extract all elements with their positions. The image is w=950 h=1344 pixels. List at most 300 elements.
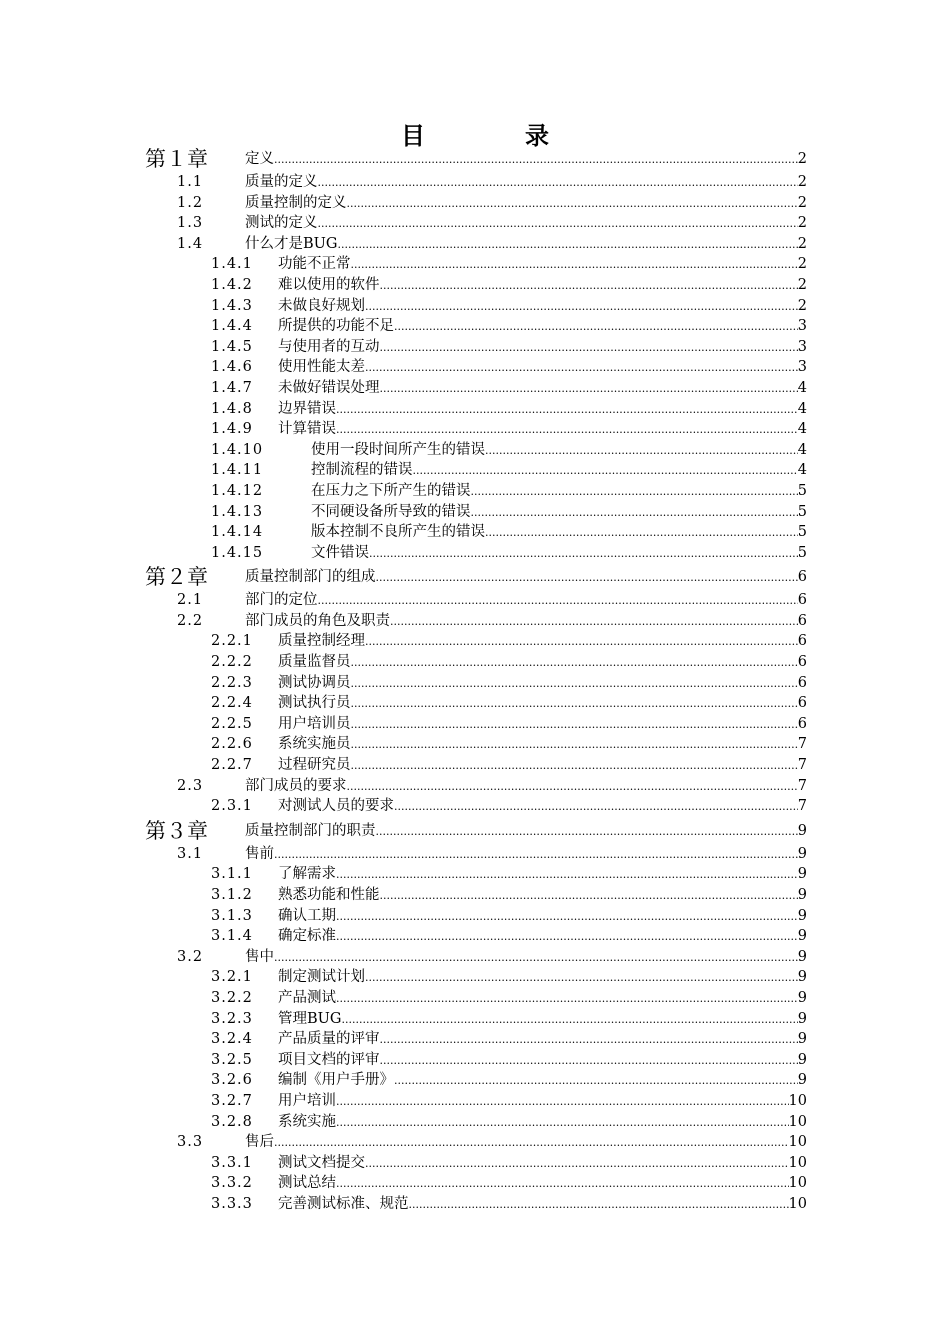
toc-entry-title: 确认工期 [278, 907, 336, 924]
toc-entry-title: 计算错误 [278, 421, 336, 438]
toc-entry-page: 9 [797, 928, 807, 945]
toc-entry-page: 9 [797, 948, 807, 965]
toc-dot-leader [394, 1071, 798, 1092]
toc-entry[interactable] [0, 1153, 950, 1174]
toc-entry-line [245, 193, 807, 215]
toc-entry-title: 用户培训员 [278, 715, 351, 732]
toc-dot-leader [347, 777, 798, 798]
toc-entry[interactable] [0, 1050, 950, 1071]
toc-dot-leader [471, 503, 798, 524]
toc-dot-leader [380, 1030, 798, 1051]
toc-entry-number: 3.1.3 [211, 907, 253, 924]
toc-entry-title: 用户培训 [278, 1092, 336, 1109]
toc-dot-leader [365, 632, 798, 653]
toc-entry-page: 7 [797, 798, 807, 815]
toc-entry-number: 2.2.6 [211, 736, 253, 753]
toc-entry[interactable] [0, 652, 950, 673]
toc-entry-title: 边界错误 [278, 400, 336, 417]
toc-entry-page: 2 [797, 194, 807, 211]
toc-dot-leader [471, 482, 798, 503]
toc-entry-number: 3.1.2 [211, 887, 253, 903]
toc-dot-leader [351, 694, 798, 715]
toc-entry-number: 3.2.2 [211, 989, 253, 1006]
toc-chapter-entry[interactable] [0, 818, 950, 844]
toc-entry-number: 3.2.7 [211, 1092, 253, 1109]
toc-entry-page: 6 [797, 654, 807, 671]
toc-dot-leader [394, 797, 798, 818]
toc-entry-line [311, 460, 807, 482]
toc-entry-page: 9 [797, 845, 807, 862]
toc-entry-line [245, 776, 807, 798]
toc-dot-leader [336, 865, 798, 886]
toc-entry-page: 2 [797, 174, 807, 190]
toc-entry-line [278, 1153, 807, 1175]
toc-entry-number: 2.2.7 [211, 757, 253, 774]
toc-entry-title: 所提供的功能不足 [278, 318, 394, 335]
toc-entry-page: 7 [797, 736, 807, 753]
toc-entry-line [278, 296, 807, 318]
toc-entry[interactable] [0, 522, 950, 543]
toc-entry-page: 2 [797, 235, 807, 252]
toc-dot-leader [336, 927, 798, 948]
toc-entry-line [278, 926, 807, 948]
toc-entry[interactable] [0, 460, 950, 481]
toc-entry-number: 1.4.3 [211, 297, 253, 314]
toc-entry-page: 10 [788, 1195, 807, 1212]
toc-entry[interactable] [0, 296, 950, 317]
toc-dot-leader [274, 1133, 789, 1154]
toc-dot-leader [365, 297, 798, 318]
toc-dot-leader [376, 819, 798, 845]
toc-entry-number: 1.4.12 [211, 482, 264, 499]
toc-entry-title: 未做好错误处理 [278, 379, 380, 396]
toc-entry-line [278, 673, 807, 695]
toc-dot-leader [337, 235, 797, 256]
toc-dot-leader [390, 612, 798, 633]
toc-entry[interactable] [0, 673, 950, 694]
toc-entry-line [278, 631, 807, 653]
toc-entry-number: 1.3 [177, 215, 204, 232]
toc-dot-leader [351, 674, 798, 695]
toc-entry-page: 2 [797, 297, 807, 314]
toc-entry-line [311, 440, 807, 462]
toc-entry-number: 1.4.8 [211, 400, 253, 417]
toc-entry[interactable] [0, 234, 950, 255]
toc-entry-line [245, 844, 807, 866]
toc-entry[interactable] [0, 399, 950, 420]
toc-dot-leader [365, 1154, 789, 1175]
toc-entry-title: 产品质量的评审 [278, 1031, 380, 1048]
toc-entry-page: 6 [797, 592, 807, 609]
toc-entry-title: 质量控制的定义 [245, 194, 347, 211]
toc-entry[interactable] [0, 440, 950, 461]
toc-entry-title: 售中 [245, 948, 274, 965]
toc-entry-number: 3.1.4 [211, 928, 253, 945]
toc-entry-number: 1.4.6 [211, 359, 253, 376]
toc-entry-page: 4 [797, 400, 807, 417]
toc-entry-page: 6 [797, 612, 807, 629]
toc-entry-line [278, 864, 807, 886]
toc-entry-page: 5 [797, 524, 807, 541]
toc-entry-page: 9 [797, 1031, 807, 1048]
toc-entry-number: 1.4.4 [211, 318, 253, 335]
toc-entry[interactable] [0, 988, 950, 1009]
toc-entry-title: 不同硬设备所导致的错误 [311, 503, 471, 520]
toc-chapter-entry[interactable] [0, 564, 950, 590]
toc-entry-page: 9 [797, 822, 807, 839]
toc-entry-number: 第３章 [145, 818, 208, 843]
toc-entry[interactable] [0, 611, 950, 632]
toc-dot-leader [336, 400, 798, 421]
toc-entry[interactable] [0, 1070, 950, 1091]
toc-entry-title: 完善测试标准、规范 [278, 1195, 409, 1212]
toc-entry[interactable] [0, 734, 950, 755]
toc-entry[interactable] [0, 885, 950, 906]
toc-entry-number: 3.2.8 [211, 1113, 253, 1130]
toc-dot-leader [365, 358, 798, 379]
toc-entry-line [278, 399, 807, 421]
toc-entry-title: 测试总结 [278, 1175, 336, 1192]
toc-entry-title: 定义 [245, 151, 274, 167]
toc-entry-line [278, 1112, 807, 1134]
toc-dot-leader [336, 1092, 789, 1113]
toc-entry-page: 9 [797, 989, 807, 1006]
toc-dot-leader [347, 194, 798, 215]
toc-dot-leader [485, 441, 798, 462]
toc-entry-page: 9 [797, 887, 807, 903]
toc-entry-line [278, 714, 807, 736]
toc-entry-page: 7 [797, 757, 807, 774]
toc-entry-number: 2.2.4 [211, 695, 253, 712]
toc-entry[interactable] [0, 796, 950, 817]
toc-entry-title: 版本控制不良所产生的错误 [311, 524, 485, 541]
toc-entry-title: 使用一段时间所产生的错误 [311, 441, 485, 458]
toc-entry[interactable] [0, 1029, 950, 1050]
toc-dot-leader [351, 735, 798, 756]
toc-entry[interactable] [0, 1112, 950, 1133]
toc-entry-line [278, 378, 807, 400]
toc-entry-line [311, 543, 807, 565]
toc-entry-number: 3.3.2 [211, 1175, 253, 1192]
toc-entry-line [278, 357, 807, 379]
toc-dot-leader [351, 653, 798, 674]
toc-entry-number: 1.4.10 [211, 441, 264, 458]
toc-entry-title: 管理BUG [278, 1010, 342, 1027]
toc-entry-number: 1.4.11 [211, 462, 264, 479]
toc-dot-leader [485, 523, 798, 544]
toc-dot-leader [336, 989, 798, 1010]
toc-entry-line [278, 734, 807, 756]
toc-entry-page: 3 [797, 338, 807, 355]
toc-entry[interactable] [0, 172, 950, 193]
toc-entry[interactable] [0, 755, 950, 776]
toc-title: 目 录 [401, 121, 587, 150]
toc-entry[interactable] [0, 481, 950, 502]
toc-dot-leader [318, 173, 798, 194]
toc-entry-page: 10 [788, 1134, 807, 1151]
toc-entry-title: 部门的定位 [245, 592, 318, 609]
toc-entry[interactable] [0, 337, 950, 358]
toc-entry-title: 系统实施员 [278, 736, 351, 753]
toc-entry[interactable] [0, 357, 950, 378]
toc-entry-number: 1.4.5 [211, 338, 253, 355]
toc-entry[interactable] [0, 1009, 950, 1030]
toc-entry[interactable] [0, 947, 950, 968]
toc-dot-leader [380, 276, 798, 297]
toc-dot-leader [336, 907, 798, 928]
toc-entry[interactable] [0, 1194, 950, 1215]
table-of-contents [0, 146, 950, 1215]
toc-entry-line [278, 1029, 807, 1051]
toc-entry-title: 熟悉功能和性能 [278, 887, 380, 903]
toc-entry[interactable] [0, 693, 950, 714]
toc-entry-title: 什么才是BUG [245, 235, 338, 252]
toc-entry-line [278, 967, 807, 989]
toc-entry-line [278, 1070, 807, 1092]
toc-entry-line [278, 755, 807, 777]
toc-entry-page: 10 [788, 1175, 807, 1192]
toc-dot-leader [274, 147, 798, 173]
toc-entry-page: 2 [797, 151, 807, 167]
toc-entry-title: 功能不正常 [278, 256, 351, 273]
toc-entry-line [278, 316, 807, 338]
toc-entry-page: 6 [797, 674, 807, 691]
toc-entry-number: 2.2.5 [211, 715, 253, 732]
toc-entry[interactable] [0, 844, 950, 865]
toc-entry-line [278, 1173, 807, 1195]
toc-dot-leader [380, 1051, 798, 1072]
toc-dot-leader [365, 968, 798, 989]
toc-entry-number: 3.3.1 [211, 1154, 253, 1171]
toc-entry-page: 6 [797, 695, 807, 712]
toc-dot-leader [394, 317, 798, 338]
toc-entry[interactable] [0, 193, 950, 214]
toc-entry-number: 1.4.9 [211, 421, 253, 438]
toc-entry-page: 2 [797, 256, 807, 273]
toc-entry-number: 2.3.1 [211, 798, 253, 815]
toc-entry-title: 售前 [245, 845, 274, 862]
toc-entry-line [278, 275, 807, 297]
toc-dot-leader [318, 591, 798, 612]
toc-entry[interactable] [0, 316, 950, 337]
toc-entry-title: 确定标准 [278, 928, 336, 945]
toc-entry[interactable] [0, 419, 950, 440]
toc-entry-title: 项目文档的评审 [278, 1051, 380, 1068]
toc-dot-leader [351, 756, 798, 777]
toc-entry-page: 6 [797, 715, 807, 732]
toc-entry[interactable] [0, 275, 950, 296]
toc-entry-line [278, 337, 807, 359]
toc-entry-number: 3.2.6 [211, 1072, 253, 1089]
toc-dot-leader [380, 338, 798, 359]
toc-entry-number: 2.2.3 [211, 674, 253, 691]
toc-entry-title: 未做良好规划 [278, 297, 365, 314]
toc-entry-page: 3 [797, 318, 807, 335]
toc-entry[interactable] [0, 1091, 950, 1112]
toc-entry-line [278, 1050, 807, 1072]
toc-entry-page: 10 [788, 1113, 807, 1130]
toc-entry-number: 1.1 [177, 174, 204, 190]
toc-entry-title: 在压力之下所产生的错误 [311, 482, 471, 499]
toc-entry[interactable] [0, 926, 950, 947]
toc-entry-number: 1.4.2 [211, 276, 253, 293]
toc-entry-number: 1.4.14 [211, 524, 264, 541]
toc-entry-number: 3.1 [177, 845, 204, 862]
toc-dot-leader [413, 461, 798, 482]
toc-entry-line [245, 818, 807, 845]
toc-entry-title: 售后 [245, 1134, 274, 1151]
toc-entry[interactable] [0, 714, 950, 735]
toc-entry-number: 3.1.1 [211, 866, 253, 883]
toc-entry-page: 6 [797, 633, 807, 650]
toc-entry-number: 第１章 [145, 147, 208, 171]
toc-dot-leader [351, 715, 798, 736]
toc-entry-page: 3 [797, 359, 807, 376]
toc-entry[interactable] [0, 590, 950, 611]
toc-entry[interactable] [0, 502, 950, 523]
toc-entry-page: 9 [797, 1010, 807, 1027]
toc-dot-leader [409, 1195, 789, 1216]
toc-dot-leader [274, 948, 798, 969]
toc-entry-page: 9 [797, 907, 807, 924]
toc-entry-title: 测试的定义 [245, 215, 318, 232]
toc-entry-number: 3.2.1 [211, 969, 253, 986]
toc-entry-number: 1.4.15 [211, 544, 264, 561]
toc-entry-number: 3.3 [177, 1134, 204, 1151]
toc-entry-line [311, 522, 807, 544]
toc-entry-number: 3.2.5 [211, 1051, 253, 1068]
toc-entry-title: 与使用者的互动 [278, 338, 380, 355]
toc-entry-title: 质量监督员 [278, 654, 351, 671]
toc-entry-page: 4 [797, 441, 807, 458]
toc-entry-line [278, 254, 807, 276]
toc-entry-title: 质量控制经理 [278, 633, 365, 650]
toc-entry-number: 1.2 [177, 194, 204, 211]
toc-entry-page: 4 [797, 379, 807, 396]
toc-entry-line [245, 234, 807, 256]
toc-entry-line [278, 1194, 807, 1216]
toc-entry-page: 9 [797, 1072, 807, 1089]
toc-entry-number: 2.1 [177, 592, 204, 609]
toc-entry[interactable] [0, 378, 950, 399]
toc-entry-number: 1.4 [177, 235, 204, 252]
toc-entry-page: 4 [797, 462, 807, 479]
toc-entry-line [245, 947, 807, 969]
toc-entry-line [311, 481, 807, 503]
toc-entry-line [311, 502, 807, 524]
toc-entry-page: 5 [797, 482, 807, 499]
toc-entry-line [278, 1009, 807, 1031]
toc-entry-line [278, 652, 807, 674]
toc-dot-leader [380, 379, 798, 400]
toc-entry-number: 3.3.3 [211, 1195, 253, 1212]
toc-dot-leader [336, 420, 798, 441]
toc-entry-line [278, 693, 807, 715]
toc-entry-title: 文件错误 [311, 544, 369, 561]
toc-entry-number: 2.3 [177, 777, 204, 794]
toc-dot-leader [336, 1113, 789, 1134]
toc-entry[interactable] [0, 213, 950, 234]
toc-entry-number: 1.4.13 [211, 503, 264, 520]
toc-dot-leader [351, 255, 798, 276]
toc-entry-title: 质量控制部门的组成 [245, 569, 376, 586]
toc-dot-leader [380, 886, 798, 907]
toc-entry[interactable] [0, 967, 950, 988]
toc-entry-title: 编制《用户手册》 [278, 1072, 394, 1089]
toc-entry[interactable] [0, 906, 950, 927]
toc-entry-number: 3.2 [177, 948, 204, 965]
toc-entry-number: 1.4.7 [211, 379, 253, 396]
toc-entry[interactable] [0, 254, 950, 275]
toc-entry-page: 10 [788, 1092, 807, 1109]
toc-entry-title: 系统实施 [278, 1113, 336, 1130]
toc-entry-line [278, 796, 807, 818]
toc-entry-page: 5 [797, 544, 807, 561]
toc-chapter-entry[interactable] [0, 146, 950, 172]
toc-entry-page: 2 [797, 276, 807, 293]
toc-entry-title: 控制流程的错误 [311, 462, 413, 479]
toc-entry-title: 产品测试 [278, 989, 336, 1006]
toc-dot-leader [376, 565, 798, 591]
toc-entry-line [245, 564, 807, 591]
toc-dot-leader [369, 544, 798, 565]
toc-entry-number: 2.2.1 [211, 633, 253, 650]
toc-entry[interactable] [0, 631, 950, 652]
toc-entry-number: 2.2.2 [211, 654, 253, 671]
toc-entry-page: 7 [797, 777, 807, 794]
toc-dot-leader [336, 1174, 789, 1195]
toc-entry-title: 部门成员的角色及职责 [245, 612, 390, 629]
toc-entry[interactable] [0, 776, 950, 797]
toc-entry-title: 部门成员的要求 [245, 777, 347, 794]
toc-entry-line [245, 172, 807, 194]
toc-entry-title: 制定测试计划 [278, 969, 365, 986]
toc-entry-page: 4 [797, 421, 807, 438]
toc-entry-number: 1.4.1 [211, 256, 253, 273]
toc-entry-title: 质量控制部门的职责 [245, 822, 376, 839]
toc-entry-line [278, 1091, 807, 1113]
toc-entry-page: 2 [797, 215, 807, 232]
toc-entry-page: 10 [788, 1154, 807, 1171]
toc-dot-leader [274, 845, 798, 866]
toc-entry-page: 5 [797, 503, 807, 520]
toc-entry-number: 2.2 [177, 612, 204, 629]
toc-entry[interactable] [0, 1173, 950, 1194]
toc-entry-page: 9 [797, 1051, 807, 1068]
toc-dot-leader [341, 1010, 797, 1031]
toc-entry-line [278, 906, 807, 928]
toc-dot-leader [318, 214, 798, 235]
toc-entry-number: 3.2.4 [211, 1031, 253, 1048]
toc-entry-line [278, 885, 807, 907]
toc-entry-title: 使用性能太差 [278, 359, 365, 376]
toc-entry-page: 6 [797, 569, 807, 586]
toc-entry-page: 9 [797, 866, 807, 883]
toc-entry-title: 测试文档提交 [278, 1154, 365, 1171]
toc-entry-title: 测试执行员 [278, 695, 351, 712]
toc-entry-number: 3.2.3 [211, 1010, 253, 1027]
toc-entry-title: 质量的定义 [245, 174, 318, 190]
toc-entry[interactable] [0, 1132, 950, 1153]
toc-entry-title: 过程研究员 [278, 757, 351, 774]
toc-entry-title: 对测试人员的要求 [278, 798, 394, 815]
toc-entry[interactable] [0, 864, 950, 885]
toc-entry-title: 测试协调员 [278, 674, 351, 691]
toc-entry[interactable] [0, 543, 950, 564]
toc-entry-page: 9 [797, 969, 807, 986]
toc-entry-line [245, 1132, 807, 1154]
toc-entry-number: 第２章 [145, 565, 208, 590]
